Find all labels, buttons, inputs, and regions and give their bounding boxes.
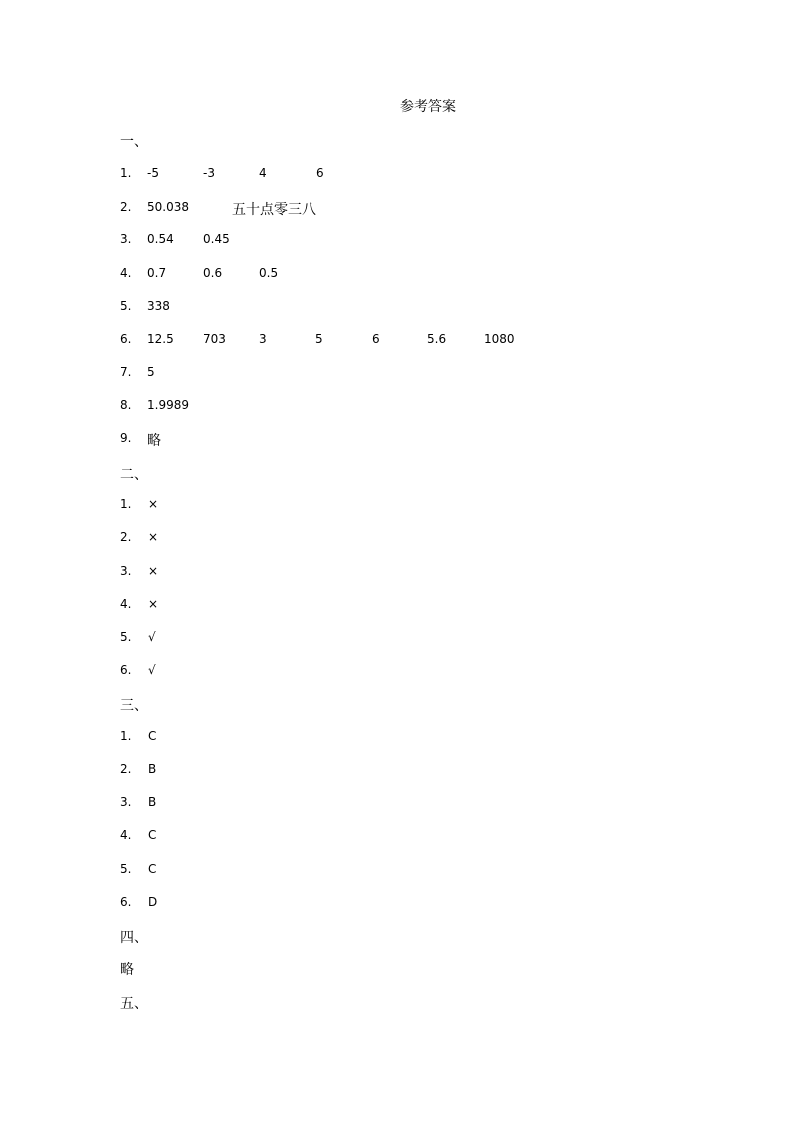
answer-value: 338 xyxy=(147,299,170,313)
answer-value: -5 xyxy=(147,166,159,180)
item-number: 3. xyxy=(120,795,132,809)
item-number: 4. xyxy=(120,828,132,842)
page-title: 参考答案 xyxy=(400,99,456,115)
item-number: 5. xyxy=(120,630,132,644)
answer-value: 1.9989 xyxy=(147,398,189,412)
answer-value: 5.6 xyxy=(427,332,447,346)
item-number: 4. xyxy=(120,597,132,611)
answer-value: 0.6 xyxy=(203,266,223,280)
item-number: 2. xyxy=(120,762,132,776)
item-number: 6. xyxy=(120,332,132,346)
answer-value: B xyxy=(148,762,157,776)
answer-value: D xyxy=(148,895,158,909)
answer-value: × xyxy=(148,564,159,578)
answer-value: 0.7 xyxy=(147,266,167,280)
item-number: 3. xyxy=(120,564,132,578)
answer-value: C xyxy=(148,729,157,743)
item-number: 4. xyxy=(120,266,132,280)
answer-value: 703 xyxy=(203,332,226,346)
section-heading: 四、 xyxy=(120,930,148,946)
section-heading: 五、 xyxy=(120,996,148,1012)
item-number: 9. xyxy=(120,431,132,445)
section-heading: 二、 xyxy=(120,467,148,483)
answer-value: 5 xyxy=(147,365,155,379)
item-number: 1. xyxy=(120,729,132,743)
answer-value: 3 xyxy=(259,332,267,346)
answer-value: 5 xyxy=(315,332,323,346)
item-number: 1. xyxy=(120,166,132,180)
answer-value: 1080 xyxy=(484,332,515,346)
section-text: 略 xyxy=(120,962,134,978)
item-number: 1. xyxy=(120,497,132,511)
section-heading: 一、 xyxy=(120,134,148,150)
answer-value: √ xyxy=(148,663,156,677)
item-number: 6. xyxy=(120,895,132,909)
answer-value: 0.54 xyxy=(147,232,174,246)
answer-value: B xyxy=(148,795,157,809)
item-number: 5. xyxy=(120,299,132,313)
item-number: 5. xyxy=(120,862,132,876)
answer-value: 0.5 xyxy=(259,266,279,280)
answer-value: × xyxy=(148,530,159,544)
item-number: 7. xyxy=(120,365,132,379)
answer-value: 4 xyxy=(259,166,267,180)
answer-value: 12.5 xyxy=(147,332,174,346)
answer-value: 50.038 xyxy=(147,200,189,214)
answer-value: × xyxy=(148,597,159,611)
section-heading: 三、 xyxy=(120,698,148,714)
answer-value: × xyxy=(148,497,159,511)
answer-value: √ xyxy=(148,630,156,644)
answer-value: 6 xyxy=(372,332,380,346)
answer-value: 略 xyxy=(147,433,161,449)
answer-value: C xyxy=(148,862,157,876)
answer-value: -3 xyxy=(203,166,215,180)
item-number: 8. xyxy=(120,398,132,412)
answer-value: 6 xyxy=(316,166,324,180)
answer-value: 五十点零三八 xyxy=(232,202,316,218)
answer-value: C xyxy=(148,828,157,842)
item-number: 2. xyxy=(120,200,132,214)
item-number: 3. xyxy=(120,232,132,246)
answer-value: 0.45 xyxy=(203,232,230,246)
item-number: 6. xyxy=(120,663,132,677)
item-number: 2. xyxy=(120,530,132,544)
